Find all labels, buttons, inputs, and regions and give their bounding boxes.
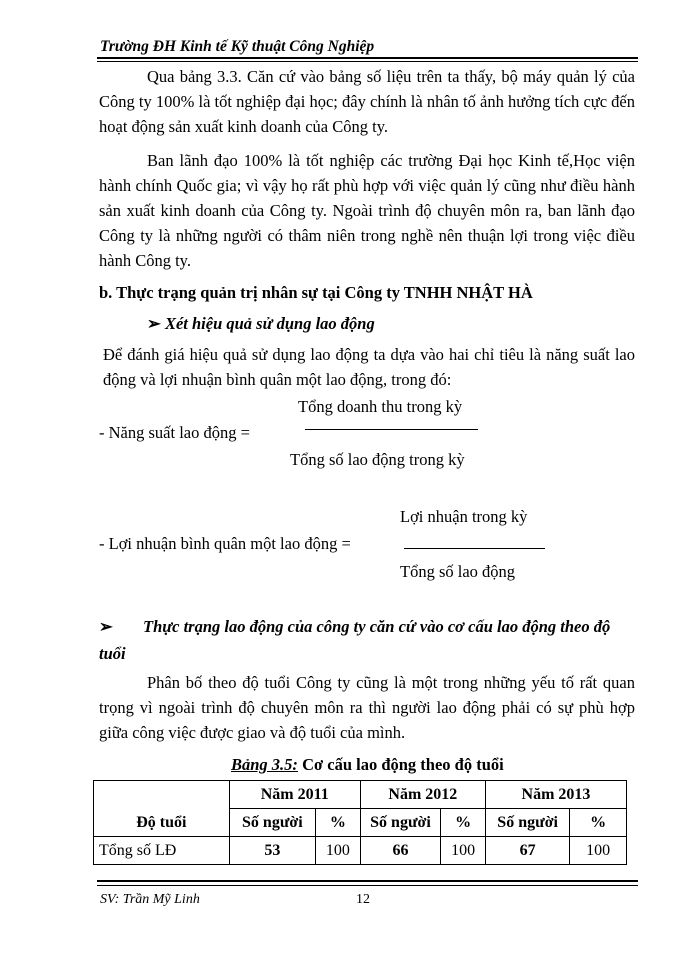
table-caption [231,755,504,775]
row-label: Tổng số LĐ [94,837,230,865]
year-header: Năm 2011 [229,781,360,809]
formula-2-denominator: Tổng số lao động [400,562,516,581]
page-header: Trường ĐH Kinh tế Kỹ thuật Công Nghiệp [100,38,375,55]
bullet-2-text: Thực trạng lao động của công ty căn cứ vào cơ cấu lao động theo độ tuổi [99,617,611,663]
formula-1-denominator: Tổng số lao động trong kỳ [290,450,465,469]
sub-header-percent: % [441,809,486,837]
paragraph-3: Để đánh giá hiệu quả sử dụng lao động ta dựa vào hai chỉ tiêu là năng suất lao động và lợi nhuận bình quân một lao động, trong đó: [103,345,635,389]
formula-2-fraction-line [404,548,545,549]
table-cell: 100 [570,837,627,865]
footer-rule-thin [97,885,638,886]
bullet-1-text: Xét hiệu quả sử dụng lao động [164,314,375,333]
formula-2-label: - Lợi nhuận bình quân một lao động = [99,534,351,553]
table-row-header: Độ tuổi [94,781,230,837]
header-rule [97,57,638,59]
header-rule-thin [97,61,638,62]
table-cell: 100 [441,837,486,865]
sub-header-count: Số người [485,809,569,837]
footer-rule [97,880,638,882]
table-cell: 100 [316,837,361,865]
formula-2-numerator: Lợi nhuận trong kỳ [400,507,528,526]
arrow-bullet-icon: ➢ [147,314,161,333]
table-cell: 66 [360,837,440,865]
arrow-bullet-icon: ➢ [99,617,113,636]
age-structure-table [93,780,627,865]
year-header: Năm 2012 [360,781,485,809]
bullet-2 [99,613,635,667]
formula-1-label: - Năng suất lao động = [99,423,250,442]
sub-header-count: Số người [360,809,440,837]
table-caption-text: Cơ cấu lao động theo độ tuổi [297,755,504,774]
sub-header-percent: % [570,809,627,837]
bullet-1 [147,314,375,334]
year-header: Năm 2013 [485,781,626,809]
page-number: 12 [356,892,370,907]
sub-header-count: Số người [229,809,315,837]
footer-student: SV: Trần Mỹ Linh [100,892,200,907]
table-caption-label: Bảng 3.5: [231,755,298,774]
paragraph-2: Ban lãnh đạo 100% là tốt nghiệp các trường Đại học Kinh tế,Học viện hành chính Quốc gia; vì vậy họ rất phù hợp với việc quản lý cũng như điều hành sản xuất kinh doanh của Công ty. Ngoài trình độ chuyên môn ra, ban lãnh đạo Công ty là những người có thâm niên trong nghề nên thuận lợi trong việc điều hành Công ty. [99,151,635,270]
table-cell: 67 [485,837,569,865]
section-heading: b. Thực trạng quản trị nhân sự tại Công ty TNHH NHẬT HÀ [99,283,533,302]
formula-1-fraction-line [305,429,478,430]
table-row [94,837,627,865]
formula-1-numerator: Tổng doanh thu trong kỳ [298,397,463,416]
table-cell: 53 [229,837,315,865]
paragraph-1: Qua bảng 3.3. Căn cứ vào bảng số liệu trên ta thấy, bộ máy quản lý của Công ty 100% là tốt nghiệp đại học; đây chính là nhân tố ảnh hưởng tích cực đến hoạt động sản xuất kinh doanh của Công ty. [99,67,635,136]
sub-header-percent: % [316,809,361,837]
paragraph-4: Phân bố theo độ tuổi Công ty cũng là một trong những yếu tố rất quan trọng vì ngoài trình độ chuyên môn ra thì người lao động phải có sự phù hợp giữa công việc được giao và độ tuổi của mình. [99,673,635,742]
